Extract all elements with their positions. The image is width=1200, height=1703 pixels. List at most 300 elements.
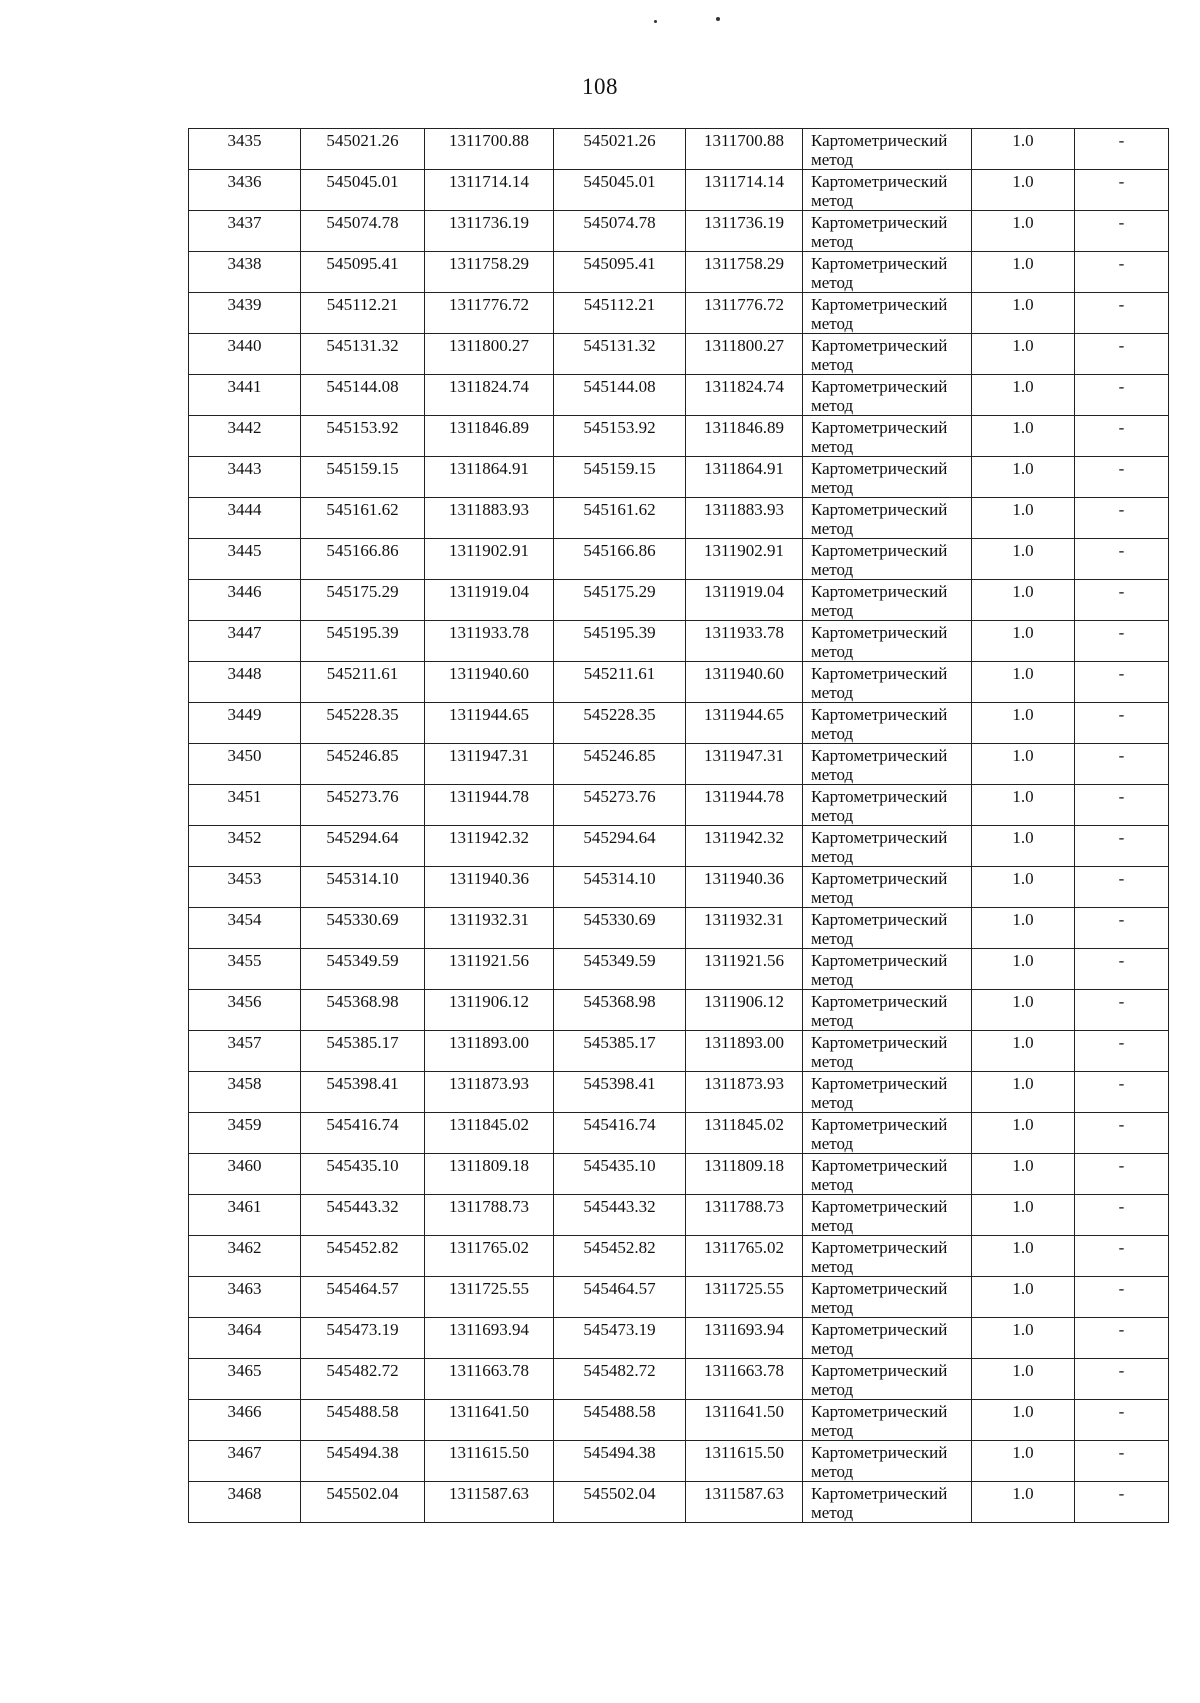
y-coordinate-repeat-cell: 1311700.88 — [686, 129, 803, 170]
y-coordinate-cell: 1311947.31 — [425, 744, 554, 785]
method-line-1: Картометрический — [811, 336, 948, 355]
y-coordinate-repeat-cell: 1311864.91 — [686, 457, 803, 498]
method-cell — [803, 1277, 972, 1318]
method-cell — [803, 703, 972, 744]
x-coordinate-repeat-cell: 545368.98 — [554, 990, 686, 1031]
method-line-1: Картометрический — [811, 951, 948, 970]
x-coordinate-repeat-cell: 545294.64 — [554, 826, 686, 867]
y-coordinate-cell: 1311800.27 — [425, 334, 554, 375]
accuracy-cell: 1.0 — [972, 170, 1075, 211]
y-coordinate-repeat-cell: 1311846.89 — [686, 416, 803, 457]
y-coordinate-repeat-cell: 1311947.31 — [686, 744, 803, 785]
method-cell — [803, 949, 972, 990]
y-coordinate-repeat-cell: 1311809.18 — [686, 1154, 803, 1195]
table-row — [189, 334, 1169, 375]
y-coordinate-repeat-cell: 1311932.31 — [686, 908, 803, 949]
point-number-cell: 3442 — [189, 416, 301, 457]
point-number-cell: 3457 — [189, 1031, 301, 1072]
table-row — [189, 129, 1169, 170]
method-line-1: Картометрический — [811, 1238, 948, 1257]
table-row — [189, 744, 1169, 785]
y-coordinate-cell: 1311693.94 — [425, 1318, 554, 1359]
x-coordinate-cell: 545144.08 — [301, 375, 425, 416]
x-coordinate-cell: 545211.61 — [301, 662, 425, 703]
accuracy-cell: 1.0 — [972, 293, 1075, 334]
x-coordinate-cell: 545488.58 — [301, 1400, 425, 1441]
accuracy-cell: 1.0 — [972, 662, 1075, 703]
y-coordinate-cell: 1311942.32 — [425, 826, 554, 867]
table-row — [189, 867, 1169, 908]
x-coordinate-cell: 545314.10 — [301, 867, 425, 908]
y-coordinate-cell: 1311587.63 — [425, 1482, 554, 1523]
method-cell — [803, 785, 972, 826]
table-row — [189, 170, 1169, 211]
x-coordinate-cell: 545159.15 — [301, 457, 425, 498]
x-coordinate-repeat-cell: 545112.21 — [554, 293, 686, 334]
y-coordinate-cell: 1311758.29 — [425, 252, 554, 293]
x-coordinate-repeat-cell: 545159.15 — [554, 457, 686, 498]
y-coordinate-repeat-cell: 1311940.36 — [686, 867, 803, 908]
method-line-2: метод — [811, 314, 854, 333]
accuracy-cell: 1.0 — [972, 744, 1075, 785]
x-coordinate-cell: 545153.92 — [301, 416, 425, 457]
x-coordinate-repeat-cell: 545228.35 — [554, 703, 686, 744]
method-line-2: метод — [811, 642, 854, 661]
point-number-cell: 3463 — [189, 1277, 301, 1318]
method-line-1: Картометрический — [811, 295, 948, 314]
y-coordinate-cell: 1311893.00 — [425, 1031, 554, 1072]
x-coordinate-repeat-cell: 545473.19 — [554, 1318, 686, 1359]
method-line-1: Картометрический — [811, 910, 948, 929]
method-line-1: Картометрический — [811, 787, 948, 806]
x-coordinate-cell: 545246.85 — [301, 744, 425, 785]
note-cell: - — [1075, 867, 1169, 908]
y-coordinate-cell: 1311714.14 — [425, 170, 554, 211]
table-row — [189, 1113, 1169, 1154]
y-coordinate-repeat-cell: 1311906.12 — [686, 990, 803, 1031]
method-cell — [803, 170, 972, 211]
accuracy-cell: 1.0 — [972, 1441, 1075, 1482]
x-coordinate-cell: 545074.78 — [301, 211, 425, 252]
method-cell — [803, 1031, 972, 1072]
method-line-1: Картометрический — [811, 828, 948, 847]
x-coordinate-cell: 545112.21 — [301, 293, 425, 334]
point-number-cell: 3441 — [189, 375, 301, 416]
point-number-cell: 3460 — [189, 1154, 301, 1195]
note-cell: - — [1075, 252, 1169, 293]
method-line-1: Картометрический — [811, 1361, 948, 1380]
y-coordinate-cell: 1311725.55 — [425, 1277, 554, 1318]
method-line-1: Картометрический — [811, 746, 948, 765]
point-number-cell: 3452 — [189, 826, 301, 867]
x-coordinate-cell: 545349.59 — [301, 949, 425, 990]
y-coordinate-cell: 1311933.78 — [425, 621, 554, 662]
point-number-cell: 3464 — [189, 1318, 301, 1359]
point-number-cell: 3445 — [189, 539, 301, 580]
y-coordinate-repeat-cell: 1311800.27 — [686, 334, 803, 375]
method-line-2: метод — [811, 888, 854, 907]
point-number-cell: 3466 — [189, 1400, 301, 1441]
table-row — [189, 949, 1169, 990]
accuracy-cell: 1.0 — [972, 129, 1075, 170]
y-coordinate-cell: 1311641.50 — [425, 1400, 554, 1441]
y-coordinate-cell: 1311873.93 — [425, 1072, 554, 1113]
x-coordinate-cell: 545368.98 — [301, 990, 425, 1031]
y-coordinate-repeat-cell: 1311776.72 — [686, 293, 803, 334]
note-cell: - — [1075, 334, 1169, 375]
y-coordinate-repeat-cell: 1311615.50 — [686, 1441, 803, 1482]
y-coordinate-repeat-cell: 1311714.14 — [686, 170, 803, 211]
method-line-2: метод — [811, 765, 854, 784]
method-line-2: метод — [811, 560, 854, 579]
y-coordinate-repeat-cell: 1311933.78 — [686, 621, 803, 662]
method-line-1: Картометрический — [811, 1402, 948, 1421]
method-cell — [803, 662, 972, 703]
method-line-1: Картометрический — [811, 254, 948, 273]
y-coordinate-repeat-cell: 1311883.93 — [686, 498, 803, 539]
method-cell — [803, 334, 972, 375]
table-row — [189, 1318, 1169, 1359]
x-coordinate-repeat-cell: 545494.38 — [554, 1441, 686, 1482]
x-coordinate-cell: 545045.01 — [301, 170, 425, 211]
table-row — [189, 703, 1169, 744]
accuracy-cell: 1.0 — [972, 1359, 1075, 1400]
point-number-cell: 3453 — [189, 867, 301, 908]
table-row — [189, 1072, 1169, 1113]
method-cell — [803, 867, 972, 908]
method-cell — [803, 1359, 972, 1400]
x-coordinate-repeat-cell: 545330.69 — [554, 908, 686, 949]
accuracy-cell: 1.0 — [972, 826, 1075, 867]
method-line-2: метод — [811, 1093, 854, 1112]
method-line-2: метод — [811, 1011, 854, 1030]
method-line-1: Картометрический — [811, 1484, 948, 1503]
note-cell: - — [1075, 1072, 1169, 1113]
method-line-2: метод — [811, 1380, 854, 1399]
x-coordinate-cell: 545443.32 — [301, 1195, 425, 1236]
method-line-1: Картометрический — [811, 1197, 948, 1216]
x-coordinate-repeat-cell: 545314.10 — [554, 867, 686, 908]
table-row — [189, 662, 1169, 703]
point-number-cell: 3467 — [189, 1441, 301, 1482]
point-number-cell: 3444 — [189, 498, 301, 539]
method-line-1: Картометрический — [811, 664, 948, 683]
y-coordinate-cell: 1311700.88 — [425, 129, 554, 170]
method-line-2: метод — [811, 929, 854, 948]
y-coordinate-repeat-cell: 1311693.94 — [686, 1318, 803, 1359]
y-coordinate-cell: 1311883.93 — [425, 498, 554, 539]
note-cell: - — [1075, 211, 1169, 252]
y-coordinate-cell: 1311824.74 — [425, 375, 554, 416]
method-cell — [803, 1318, 972, 1359]
y-coordinate-repeat-cell: 1311902.91 — [686, 539, 803, 580]
point-number-cell: 3438 — [189, 252, 301, 293]
point-number-cell: 3440 — [189, 334, 301, 375]
method-line-2: метод — [811, 601, 854, 620]
table-row — [189, 1359, 1169, 1400]
method-cell — [803, 1113, 972, 1154]
table-row — [189, 1154, 1169, 1195]
x-coordinate-repeat-cell: 545153.92 — [554, 416, 686, 457]
point-number-cell: 3465 — [189, 1359, 301, 1400]
x-coordinate-cell: 545473.19 — [301, 1318, 425, 1359]
method-cell — [803, 416, 972, 457]
x-coordinate-repeat-cell: 545435.10 — [554, 1154, 686, 1195]
y-coordinate-repeat-cell: 1311765.02 — [686, 1236, 803, 1277]
scan-speck — [716, 17, 720, 21]
accuracy-cell: 1.0 — [972, 211, 1075, 252]
method-line-2: метод — [811, 1257, 854, 1276]
table-row — [189, 416, 1169, 457]
table-row — [189, 826, 1169, 867]
note-cell: - — [1075, 1318, 1169, 1359]
note-cell: - — [1075, 826, 1169, 867]
note-cell: - — [1075, 1236, 1169, 1277]
accuracy-cell: 1.0 — [972, 785, 1075, 826]
accuracy-cell: 1.0 — [972, 703, 1075, 744]
method-line-2: метод — [811, 1503, 854, 1522]
method-line-1: Картометрический — [811, 418, 948, 437]
x-coordinate-repeat-cell: 545021.26 — [554, 129, 686, 170]
method-line-1: Картометрический — [811, 1074, 948, 1093]
x-coordinate-cell: 545228.35 — [301, 703, 425, 744]
method-cell — [803, 621, 972, 662]
x-coordinate-cell: 545175.29 — [301, 580, 425, 621]
method-cell — [803, 211, 972, 252]
accuracy-cell: 1.0 — [972, 498, 1075, 539]
note-cell: - — [1075, 703, 1169, 744]
method-line-1: Картометрический — [811, 705, 948, 724]
method-cell — [803, 293, 972, 334]
accuracy-cell: 1.0 — [972, 1113, 1075, 1154]
point-number-cell: 3447 — [189, 621, 301, 662]
table-row — [189, 1236, 1169, 1277]
x-coordinate-cell: 545416.74 — [301, 1113, 425, 1154]
y-coordinate-repeat-cell: 1311736.19 — [686, 211, 803, 252]
x-coordinate-repeat-cell: 545385.17 — [554, 1031, 686, 1072]
method-line-1: Картометрический — [811, 1156, 948, 1175]
x-coordinate-repeat-cell: 545045.01 — [554, 170, 686, 211]
x-coordinate-cell: 545131.32 — [301, 334, 425, 375]
y-coordinate-cell: 1311736.19 — [425, 211, 554, 252]
method-line-1: Картометрический — [811, 1443, 948, 1462]
method-line-1: Картометрический — [811, 1115, 948, 1134]
accuracy-cell: 1.0 — [972, 1318, 1075, 1359]
accuracy-cell: 1.0 — [972, 949, 1075, 990]
method-line-2: метод — [811, 724, 854, 743]
x-coordinate-cell: 545464.57 — [301, 1277, 425, 1318]
method-cell — [803, 990, 972, 1031]
note-cell: - — [1075, 170, 1169, 211]
x-coordinate-repeat-cell: 545349.59 — [554, 949, 686, 990]
method-line-2: метод — [811, 1298, 854, 1317]
table-row — [189, 457, 1169, 498]
y-coordinate-repeat-cell: 1311788.73 — [686, 1195, 803, 1236]
y-coordinate-repeat-cell: 1311641.50 — [686, 1400, 803, 1441]
x-coordinate-cell: 545482.72 — [301, 1359, 425, 1400]
method-line-1: Картометрический — [811, 992, 948, 1011]
point-number-cell: 3468 — [189, 1482, 301, 1523]
method-cell — [803, 375, 972, 416]
table-row — [189, 1400, 1169, 1441]
point-number-cell: 3450 — [189, 744, 301, 785]
point-number-cell: 3449 — [189, 703, 301, 744]
x-coordinate-repeat-cell: 545443.32 — [554, 1195, 686, 1236]
x-coordinate-cell: 545494.38 — [301, 1441, 425, 1482]
method-line-1: Картометрический — [811, 1033, 948, 1052]
method-line-2: метод — [811, 232, 854, 251]
accuracy-cell: 1.0 — [972, 1400, 1075, 1441]
table-row — [189, 293, 1169, 334]
x-coordinate-repeat-cell: 545452.82 — [554, 1236, 686, 1277]
method-cell — [803, 498, 972, 539]
method-cell — [803, 252, 972, 293]
x-coordinate-cell: 545195.39 — [301, 621, 425, 662]
method-line-2: метод — [811, 519, 854, 538]
accuracy-cell: 1.0 — [972, 1482, 1075, 1523]
table-row — [189, 1441, 1169, 1482]
note-cell: - — [1075, 1482, 1169, 1523]
x-coordinate-cell: 545330.69 — [301, 908, 425, 949]
method-line-1: Картометрический — [811, 500, 948, 519]
note-cell: - — [1075, 1441, 1169, 1482]
note-cell: - — [1075, 293, 1169, 334]
method-cell — [803, 580, 972, 621]
method-cell — [803, 1154, 972, 1195]
point-number-cell: 3443 — [189, 457, 301, 498]
accuracy-cell: 1.0 — [972, 621, 1075, 662]
point-number-cell: 3446 — [189, 580, 301, 621]
point-number-cell: 3462 — [189, 1236, 301, 1277]
method-line-2: метод — [811, 1052, 854, 1071]
method-line-1: Картометрический — [811, 1320, 948, 1339]
note-cell: - — [1075, 580, 1169, 621]
y-coordinate-repeat-cell: 1311940.60 — [686, 662, 803, 703]
method-cell — [803, 1482, 972, 1523]
note-cell: - — [1075, 129, 1169, 170]
y-coordinate-repeat-cell: 1311893.00 — [686, 1031, 803, 1072]
page-number: 108 — [582, 74, 618, 99]
y-coordinate-cell: 1311776.72 — [425, 293, 554, 334]
y-coordinate-repeat-cell: 1311725.55 — [686, 1277, 803, 1318]
y-coordinate-repeat-cell: 1311921.56 — [686, 949, 803, 990]
method-line-2: метод — [811, 847, 854, 866]
accuracy-cell: 1.0 — [972, 1154, 1075, 1195]
method-line-2: метод — [811, 1421, 854, 1440]
y-coordinate-cell: 1311932.31 — [425, 908, 554, 949]
method-line-1: Картометрический — [811, 623, 948, 642]
table-row — [189, 580, 1169, 621]
x-coordinate-cell: 545021.26 — [301, 129, 425, 170]
y-coordinate-cell: 1311919.04 — [425, 580, 554, 621]
x-coordinate-repeat-cell: 545482.72 — [554, 1359, 686, 1400]
table-row — [189, 1031, 1169, 1072]
y-coordinate-cell: 1311846.89 — [425, 416, 554, 457]
method-cell — [803, 908, 972, 949]
method-line-1: Картометрический — [811, 1279, 948, 1298]
y-coordinate-repeat-cell: 1311758.29 — [686, 252, 803, 293]
method-line-2: метод — [811, 437, 854, 456]
method-cell — [803, 1441, 972, 1482]
x-coordinate-repeat-cell: 545161.62 — [554, 498, 686, 539]
note-cell: - — [1075, 1154, 1169, 1195]
y-coordinate-cell: 1311902.91 — [425, 539, 554, 580]
method-line-2: метод — [811, 1339, 854, 1358]
method-line-2: метод — [811, 970, 854, 989]
accuracy-cell: 1.0 — [972, 990, 1075, 1031]
x-coordinate-repeat-cell: 545416.74 — [554, 1113, 686, 1154]
note-cell: - — [1075, 1359, 1169, 1400]
note-cell: - — [1075, 744, 1169, 785]
y-coordinate-repeat-cell: 1311663.78 — [686, 1359, 803, 1400]
method-cell — [803, 1072, 972, 1113]
accuracy-cell: 1.0 — [972, 1031, 1075, 1072]
note-cell: - — [1075, 785, 1169, 826]
method-line-1: Картометрический — [811, 869, 948, 888]
method-cell — [803, 539, 972, 580]
note-cell: - — [1075, 621, 1169, 662]
y-coordinate-cell: 1311788.73 — [425, 1195, 554, 1236]
note-cell: - — [1075, 949, 1169, 990]
table-row — [189, 539, 1169, 580]
x-coordinate-cell: 545398.41 — [301, 1072, 425, 1113]
point-number-cell: 3437 — [189, 211, 301, 252]
table-row — [189, 1195, 1169, 1236]
method-line-2: метод — [811, 191, 854, 210]
y-coordinate-cell: 1311845.02 — [425, 1113, 554, 1154]
y-coordinate-cell: 1311809.18 — [425, 1154, 554, 1195]
accuracy-cell: 1.0 — [972, 1072, 1075, 1113]
note-cell: - — [1075, 375, 1169, 416]
method-line-2: метод — [811, 273, 854, 292]
y-coordinate-repeat-cell: 1311845.02 — [686, 1113, 803, 1154]
method-cell — [803, 129, 972, 170]
scan-speck — [654, 20, 657, 23]
method-line-1: Картометрический — [811, 172, 948, 191]
coordinates-table-body — [189, 129, 1169, 1523]
table-row — [189, 211, 1169, 252]
table-row — [189, 1277, 1169, 1318]
x-coordinate-repeat-cell: 545488.58 — [554, 1400, 686, 1441]
method-line-1: Картометрический — [811, 213, 948, 232]
y-coordinate-repeat-cell: 1311944.65 — [686, 703, 803, 744]
y-coordinate-repeat-cell: 1311944.78 — [686, 785, 803, 826]
method-cell — [803, 744, 972, 785]
point-number-cell: 3436 — [189, 170, 301, 211]
method-line-1: Картометрический — [811, 582, 948, 601]
accuracy-cell: 1.0 — [972, 252, 1075, 293]
method-line-2: метод — [811, 150, 854, 169]
y-coordinate-repeat-cell: 1311942.32 — [686, 826, 803, 867]
x-coordinate-repeat-cell: 545211.61 — [554, 662, 686, 703]
accuracy-cell: 1.0 — [972, 375, 1075, 416]
x-coordinate-repeat-cell: 545273.76 — [554, 785, 686, 826]
y-coordinate-cell: 1311615.50 — [425, 1441, 554, 1482]
point-number-cell: 3455 — [189, 949, 301, 990]
method-cell — [803, 826, 972, 867]
x-coordinate-cell: 545294.64 — [301, 826, 425, 867]
x-coordinate-repeat-cell: 545464.57 — [554, 1277, 686, 1318]
accuracy-cell: 1.0 — [972, 1277, 1075, 1318]
table-row — [189, 990, 1169, 1031]
point-number-cell: 3451 — [189, 785, 301, 826]
method-line-2: метод — [811, 1216, 854, 1235]
note-cell: - — [1075, 990, 1169, 1031]
accuracy-cell: 1.0 — [972, 539, 1075, 580]
point-number-cell: 3448 — [189, 662, 301, 703]
note-cell: - — [1075, 539, 1169, 580]
method-line-1: Картометрический — [811, 377, 948, 396]
